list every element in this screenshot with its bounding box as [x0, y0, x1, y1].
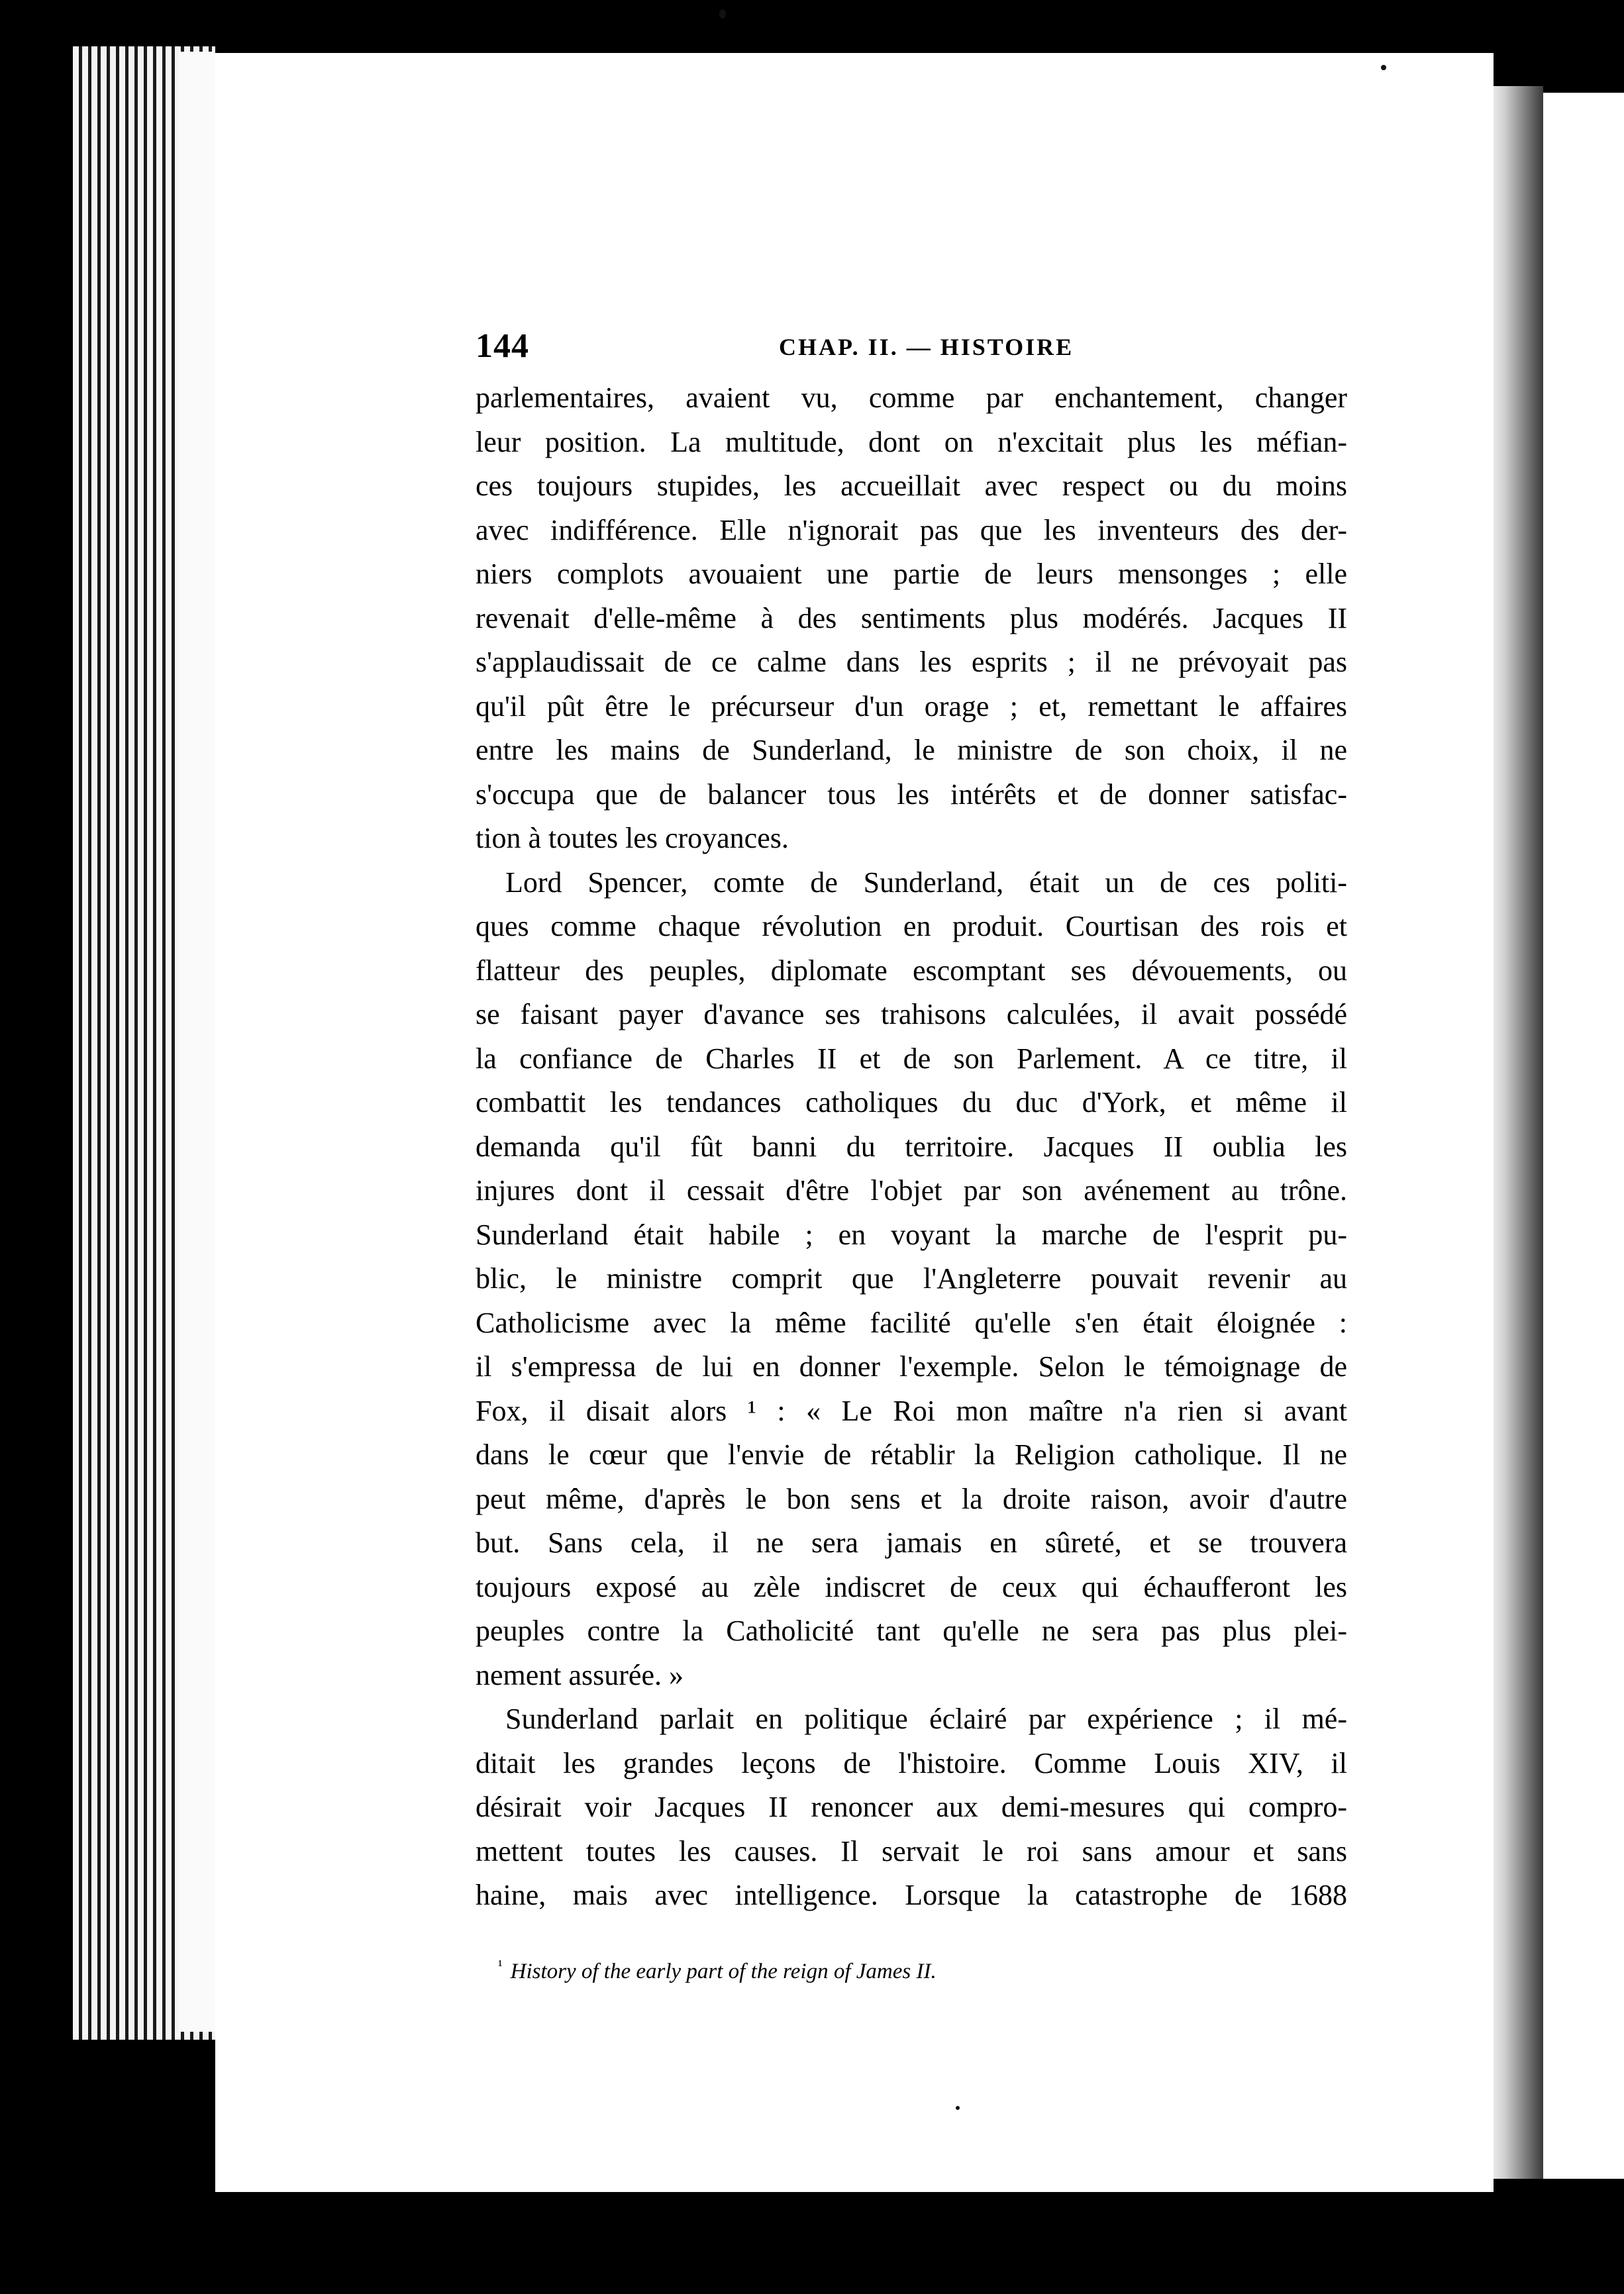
text-line: demanda qu'il fût banni du territoire. Jacques II oublia les	[476, 1130, 1347, 1163]
text-line: revenait d'elle-même à des sentiments plus modérés. Jacques II	[476, 601, 1347, 634]
text-line: peuples contre la Catholicité tant qu'elle ne sera pas plus plei-	[476, 1615, 1347, 1647]
footnote	[498, 1957, 937, 1984]
page-header	[476, 326, 1347, 366]
text-line: s'occupa que de balancer tous les intérêts et de donner satisfac-	[476, 777, 1347, 811]
scan-speck	[956, 2106, 960, 2110]
text-line: Catholicisme avec la même facilité qu'elle s'en était éloignée :	[476, 1306, 1347, 1339]
text-line: ques comme chaque révolution en produit. Courtisan des rois et	[476, 910, 1347, 942]
text-line: il s'empressa de lui en donner l'exemple. Selon le témoignage de	[476, 1350, 1347, 1383]
text-line: s'applaudissait de ce calme dans les esprits ; il ne prévoyait pas	[476, 646, 1347, 678]
right-page-strip	[1543, 93, 1624, 2179]
text-line: Lord Spencer, comte de Sunderland, était un de ces politi-	[505, 866, 1347, 899]
text-line: injures dont il cessait d'être l'objet par son avénement au trône.	[476, 1174, 1347, 1207]
text-line: niers complots avouaient une partie de leurs mensonges ; elle	[476, 558, 1347, 590]
text-line: parlementaires, avaient vu, comme par enchantement, changer	[476, 381, 1347, 414]
text-line: leur position. La multitude, dont on n'excitait plus les méfian-	[476, 425, 1347, 458]
text-line: blic, le ministre comprit que l'Angleterre pouvait revenir au	[476, 1262, 1347, 1295]
text-line: la confiance de Charles II et de son Parlement. A ce titre, il	[476, 1042, 1347, 1075]
text-line: se faisant payer d'avance ses trahisons calculées, il avait possédé	[476, 998, 1347, 1030]
page-number: 144	[476, 327, 529, 365]
paragraph	[476, 376, 1347, 861]
footnote-text: History of the early part of the reign of James II.	[510, 1960, 937, 1983]
running-head: CHAP. II. — HISTOIRE	[779, 334, 1074, 360]
body-text	[476, 376, 1347, 1918]
text-line: ces toujours stupides, les accueillait avec respect ou du moins	[476, 470, 1347, 502]
scan-speck	[719, 9, 726, 19]
text-line: dans le cœur que l'envie de rétablir la Religion catholique. Il ne	[476, 1438, 1347, 1471]
page-edge-inner	[179, 52, 215, 2032]
text-line: toujours exposé au zèle indiscret de ceux qui échaufferont les	[476, 1570, 1347, 1603]
text-line: haine, mais avec intelligence. Lorsque la catastrophe de 1688	[476, 1879, 1347, 1911]
text-line: ditait les grandes leçons de l'histoire. Comme Louis XIV, il	[476, 1746, 1347, 1779]
text-line: tion à toutes les croyances.	[476, 822, 789, 854]
text-line: entre les mains de Sunderland, le ministre de son choix, il ne	[476, 734, 1347, 766]
text-line: qu'il pût être le précurseur d'un orage ; et, remettant le affaires	[476, 689, 1347, 723]
text-line: flatteur des peuples, diplomate escomptant ses dévouements, ou	[476, 954, 1347, 987]
paragraph	[476, 1697, 1347, 1918]
text-line: combattit les tendances catholiques du duc d'York, et même il	[476, 1086, 1347, 1119]
text-line: but. Sans cela, il ne sera jamais en sûreté, et se trouvera	[476, 1526, 1347, 1559]
text-line: désirait voir Jacques II renoncer aux demi-mesures qui compro-	[476, 1791, 1347, 1823]
text-line: nement assurée. »	[476, 1658, 684, 1691]
text-line: mettent toutes les causes. Il servait le roi sans amour et sans	[476, 1834, 1347, 1868]
text-line: avec indifférence. Elle n'ignorait pas que les inventeurs des der-	[476, 513, 1347, 546]
text-line: Sunderland parlait en politique éclairé par expérience ; il mé-	[505, 1703, 1347, 1735]
scan-speck	[1381, 65, 1386, 70]
text-line: peut même, d'après le bon sens et la droite raison, avoir d'autre	[476, 1482, 1347, 1515]
text-line: Fox, il disait alors ¹ : « Le Roi mon maître n'a rien si avant	[476, 1394, 1347, 1427]
text-line: Sunderland était habile ; en voyant la marche de l'esprit pu-	[476, 1218, 1347, 1251]
paragraph	[476, 861, 1347, 1698]
footnote-marker: ¹	[498, 1957, 503, 1973]
